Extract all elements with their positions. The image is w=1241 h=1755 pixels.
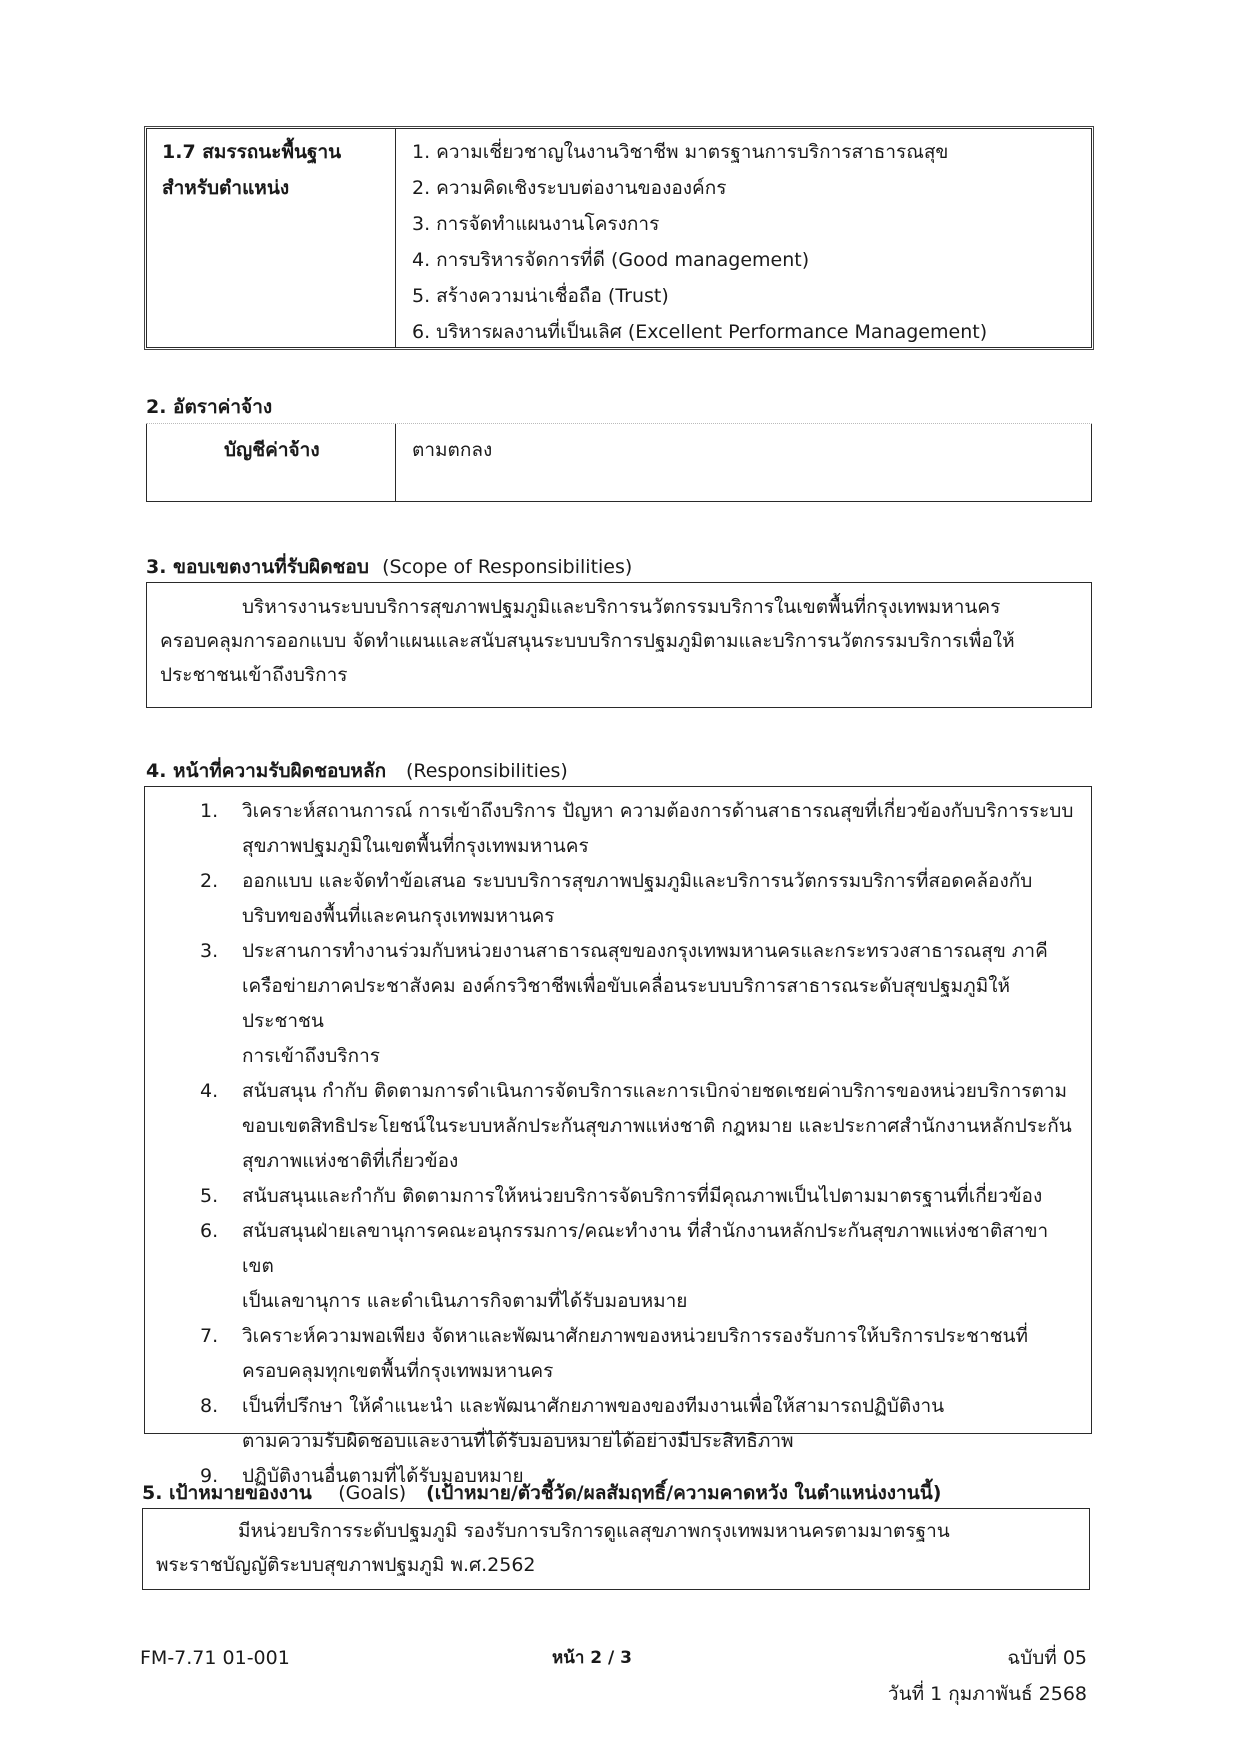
responsibility-item: 4. สนับสนุน กำกับ ติดตามการดำเนินการจัดบริการและการเบิกจ่ายชดเชยค่าบริการของหน่วยบริการตาม ขอบเขตสิทธิประโยชน์ในระบบหลักประกันสุขภาพแห่งชาติ กฎหมาย และประกาศสำนักงานหลักประกัน สุขภาพแห่งชาติที่เกี่ยวข้อง xyxy=(200,1080,1072,1172)
goals-heading-th: 5. เป้าหมายของงาน xyxy=(142,1482,312,1504)
scope-line: บริหารงานระบบบริการสุขภาพปฐมภูมิและบริการนวัตกรรมบริการในเขตพื้นที่กรุงเทพมหานคร xyxy=(242,596,1001,618)
competency-item: 1. ความเชี่ยวชาญในงานวิชาชีพ มาตรฐานการบริการสาธารณสุข xyxy=(412,141,949,163)
competency-label-line2: สำหรับตำแหน่ง xyxy=(162,177,290,199)
goals-line: พระราชบัญญัติระบบสุขภาพปฐมภูมิ พ.ศ.2562 xyxy=(156,1554,536,1576)
competency-item: 5. สร้างความน่าเชื่อถือ (Trust) xyxy=(412,285,669,307)
competency-item: 2. ความคิดเชิงระบบต่องานขององค์กร xyxy=(412,177,727,199)
scope-heading-th: 3. ขอบเขตงานที่รับผิดชอบ xyxy=(146,556,369,578)
form-code: FM-7.71 01-001 xyxy=(140,1647,290,1669)
responsibility-item: 2. ออกแบบ และจัดทำข้อเสนอ ระบบบริการสุขภาพปฐมภูมิและบริการนวัตกรรมบริการที่สอดคล้องกับ บริบทของพื้นที่และคนกรุงเทพมหานคร xyxy=(200,870,1033,927)
competency-divider xyxy=(395,128,396,348)
scope-line: ประชาชนเข้าถึงบริการ xyxy=(160,664,348,686)
responsibilities-list xyxy=(150,794,1080,1494)
competency-item: 3. การจัดทำแผนงานโครงการ xyxy=(412,213,660,235)
responsibility-item: 8. เป็นที่ปรึกษา ให้คำแนะนำ และพัฒนาศักยภาพของของทีมงานเพื่อให้สามารถปฏิบัติงาน ตามความรับผิดชอบและงานที่ได้รับมอบหมายได้อย่างมีประสิทธิภาพ xyxy=(200,1395,945,1452)
goals-heading-note: (เป้าหมาย/ตัวชี้วัด/ผลสัมฤทธิ์/ความคาดหวัง ในตำแหน่งงานนี้) xyxy=(426,1482,942,1504)
goals-line: มีหน่วยบริการระดับปฐมภูมิ รองรับการบริการดูแลสุขภาพกรุงเทพมหานครตามมาตรฐาน xyxy=(238,1520,950,1542)
competency-item: 4. การบริหารจัดการที่ดี (Good management) xyxy=(412,249,810,271)
edition-number: ฉบับที่ 05 xyxy=(1007,1647,1087,1669)
wage-value: ตามตกลง xyxy=(412,439,493,461)
responsibility-item: 9. ปฏิบัติงานอื่นตามที่ได้รับมอบหมาย xyxy=(200,1465,524,1487)
responsibility-item: 6. สนับสนุนฝ่ายเลขานุการคณะอนุกรรมการ/คณะทำงาน ที่สำนักงานหลักประกันสุขภาพแห่งชาติสาขาเขต เป็นเลขานุการ และดำเนินภารกิจตามที่ได้รับมอบหมาย xyxy=(200,1220,1049,1312)
competency-item: 6. บริหารผลงานที่เป็นเลิศ (Excellent Performance Management) xyxy=(412,321,988,343)
wage-divider xyxy=(395,424,396,502)
wage-heading: 2. อัตราค่าจ้าง xyxy=(146,396,273,418)
edition-date: วันที่ 1 กุมภาพันธ์ 2568 xyxy=(887,1683,1087,1705)
responsibilities-heading-en: (Responsibilities) xyxy=(405,760,568,782)
responsibilities-heading xyxy=(146,756,568,786)
competency-list xyxy=(412,134,987,350)
scope-heading xyxy=(146,552,632,582)
goals-heading xyxy=(142,1478,941,1508)
scope-text xyxy=(160,590,1015,692)
scope-line: ครอบคลุมการออกแบบ จัดทำแผนและสนับสนุนระบบบริการปฐมภูมิตามและบริการนวัตกรรมบริการเพื่อให้ xyxy=(160,630,1015,652)
goals-text xyxy=(156,1514,950,1582)
responsibility-item: 5. สนับสนุนและกำกับ ติดตามการให้หน่วยบริการจัดบริการที่มีคุณภาพเป็นไปตามมาตรฐานที่เกี่ยวข้อง xyxy=(200,1185,1043,1207)
responsibility-item: 3. ประสานการทำงานร่วมกับหน่วยงานสาธารณสุขของกรุงเทพมหานครและกระทรวงสาธารณสุข ภาคี เครือข่ายภาคประชาสังคม องค์กรวิชาชีพเพื่อขับเคลื่อนระบบบริการสาธารณระดับสุขปฐมภูมิให้ประชาชน การเข้าถึงบริการ xyxy=(200,940,1048,1067)
goals-heading-en: (Goals) xyxy=(338,1482,407,1504)
competency-label-line1: 1.7 สมรรถนะพื้นฐาน xyxy=(162,141,342,163)
responsibility-item: 1. วิเคราะห์สถานการณ์ การเข้าถึงบริการ ปัญหา ความต้องการด้านสาธารณสุขที่เกี่ยวข้องกับบริการระบบ สุขภาพปฐมภูมิในเขตพื้นที่กรุงเทพมหานคร xyxy=(200,800,1074,857)
responsibilities-heading-th: 4. หน้าที่ความรับผิดชอบหลัก xyxy=(146,760,387,782)
scope-heading-en: (Scope of Responsibilities) xyxy=(382,556,633,578)
responsibility-item: 7. วิเคราะห์ความพอเพียง จัดหาและพัฒนาศักยภาพของหน่วยบริการรองรับการให้บริการประชาชนที่ ครอบคลุมทุกเขตพื้นที่กรุงเทพมหานคร xyxy=(200,1325,1029,1382)
page-number: หน้า 2 / 3 xyxy=(552,1648,632,1668)
wage-label: บัญชีค่าจ้าง xyxy=(224,439,320,461)
